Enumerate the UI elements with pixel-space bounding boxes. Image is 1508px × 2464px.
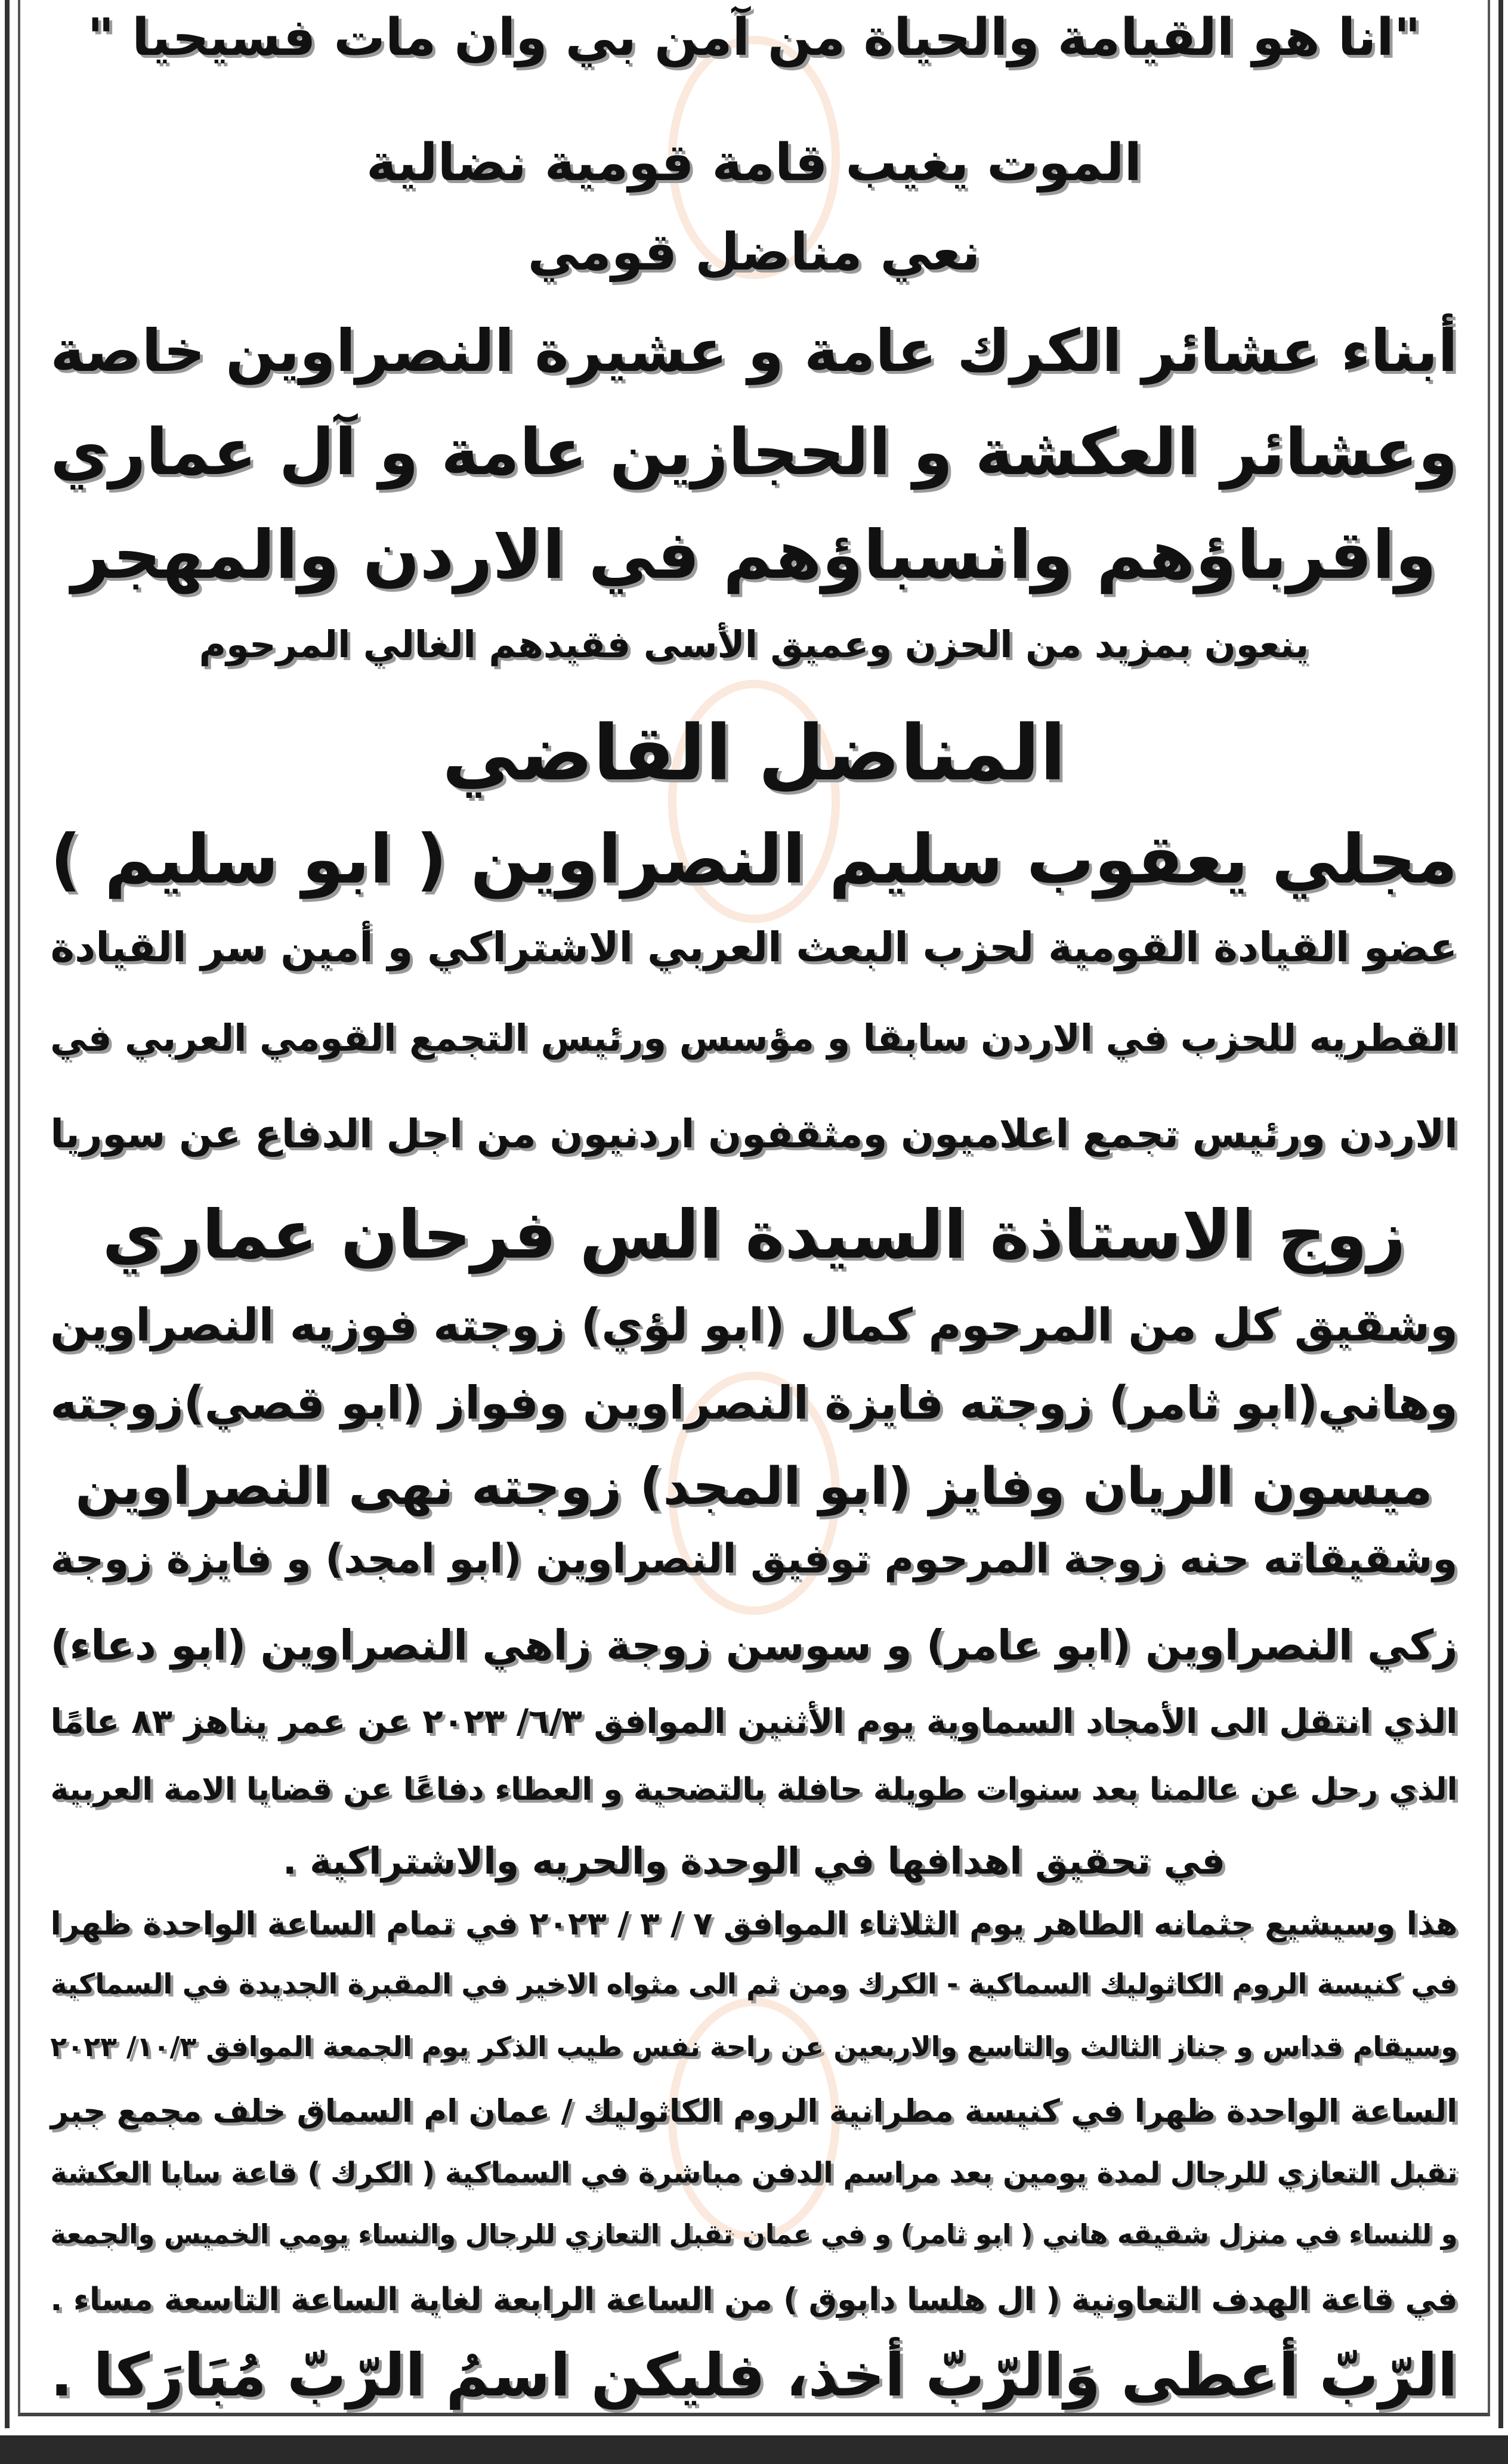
relatives-line: وهاني(ابو ثامر) زوجته فايزة النصراوين وفواز (ابو قصي)زوجته [50,1376,1458,1429]
condolence-line: تقبل التعازي للرجال لمدة يومين بعد مراسم الدفن مباشرة في السماكية ( الكرك ) قاعة سابا العكشة [50,2156,1458,2190]
bio-line: عضو القيادة القومية لحزب البعث العربي الاشتراكي و أمين سر القيادة [50,924,1458,971]
condolence-line: و للنساء في منزل شقيقه هاني ( ابو ثامر) و في عمان تقبل التعازي للرجال والنساء يومي الخميس والجمعة [50,2218,1458,2250]
condolence-line: في قاعة الهدف التعاونية ( ال هلسا دابوق ) من الساعة الرابعة لغاية الساعة التاسعة مساء . [50,2282,1458,2318]
spouse-line: زوج الاستاذة السيدة الس فرحان عماري [102,1196,1406,1274]
headline: الموت يغيب قامة قومية نضالية [366,133,1142,193]
relatives-line: وشقيق كل من المرحوم كمال (ابو لؤي) زوجته فوزيه النصراوين [50,1299,1458,1351]
opening-verse: "انا هو القيامة والحياة من آمن بي وان مات فسيحيا " [87,8,1421,67]
bottom-bar [0,2435,1508,2464]
closing-verse: الرّبّ أعطى وَالرّبّ أخذ، فليكن اسمُ الرّبّ مُبَارَكا . [50,2341,1458,2410]
bio-line: الاردن ورئيس تجمع اعلاميون ومثقفون اردنيون من اجل الدفاع عن سوريا [50,1112,1458,1157]
family-line: وعشائر العكشة و الحجازين عامة و آل عماري [50,415,1458,490]
details-line: في تحقيق اهدافها في الوحدة والحريه والاشتراكية . [283,1839,1225,1883]
funeral-line: في كنيسة الروم الكاثوليك السماكية - الكرك ومن ثم الى مثواه الاخير في المقبرة الجديدة في السماكية [50,1968,1458,2001]
bio-line: القطريه للحزب في الاردن سابقا و مؤسس ورئيس التجمع القومي العربي في [50,1016,1458,1060]
family-line: أبناء عشائر الكرك عامة و عشيرة النصراوين خاصة [50,317,1458,385]
deceased-title: المناضل القاضي [442,709,1066,798]
funeral-line: الساعة الواحدة ظهرا في كنيسة مطرانية الروم الكاثوليك / عمان ام السماق خلف مجمع جبر [50,2093,1458,2129]
family-line: واقرباؤهم وانسباؤهم في الاردن والمهجر [71,516,1437,594]
deceased-name: مجلي يعقوب سليم النصراوين ( ابو سليم ) [50,820,1458,899]
funeral-line: وسيقام قداس و جناز الثالث والتاسع والاربعين عن راحة نفس طيب الذكر يوم الجمعة الموافق ١٠/٣/ ٢٠٢٣ [50,2030,1458,2063]
subheadline: نعي مناضل قومي [527,222,981,282]
details-line: الذي انتقل الى الأمجاد السماوية يوم الأثنين الموافق ٦/٣/ ٢٠٢٣ عن عمر يناهز ٨٣ عامًا [50,1702,1458,1741]
details-line: الذي رحل عن عالمنا بعد سنوات طويلة حافلة بالتضحية و العطاء دفاعًا عن قضايا الامة العربية [50,1772,1458,1807]
relatives-line: وشقيقاته حنه زوجة المرحوم توفيق النصراوين (ابو امجد) و فايزة زوجة [50,1535,1458,1582]
funeral-line: هذا وسيشيع جثمانه الطاهر يوم الثلاثاء الموافق ٧ / ٣ / ٢٠٢٣ في تمام الساعة الواحدة ظهرا [50,1905,1458,1942]
announcement-line: ينعون بمزيد من الحزن وعميق الأسى فقيدهم الغالي المرحوم [199,623,1309,666]
relatives-line: ميسون الريان وفايز (ابو المجد) زوجته نهى النصراوين [75,1457,1433,1516]
relatives-line: زكي النصراوين (ابو عامر) و سوسن زوجة زاهي النصراوين (ابو دعاء) [50,1621,1458,1670]
